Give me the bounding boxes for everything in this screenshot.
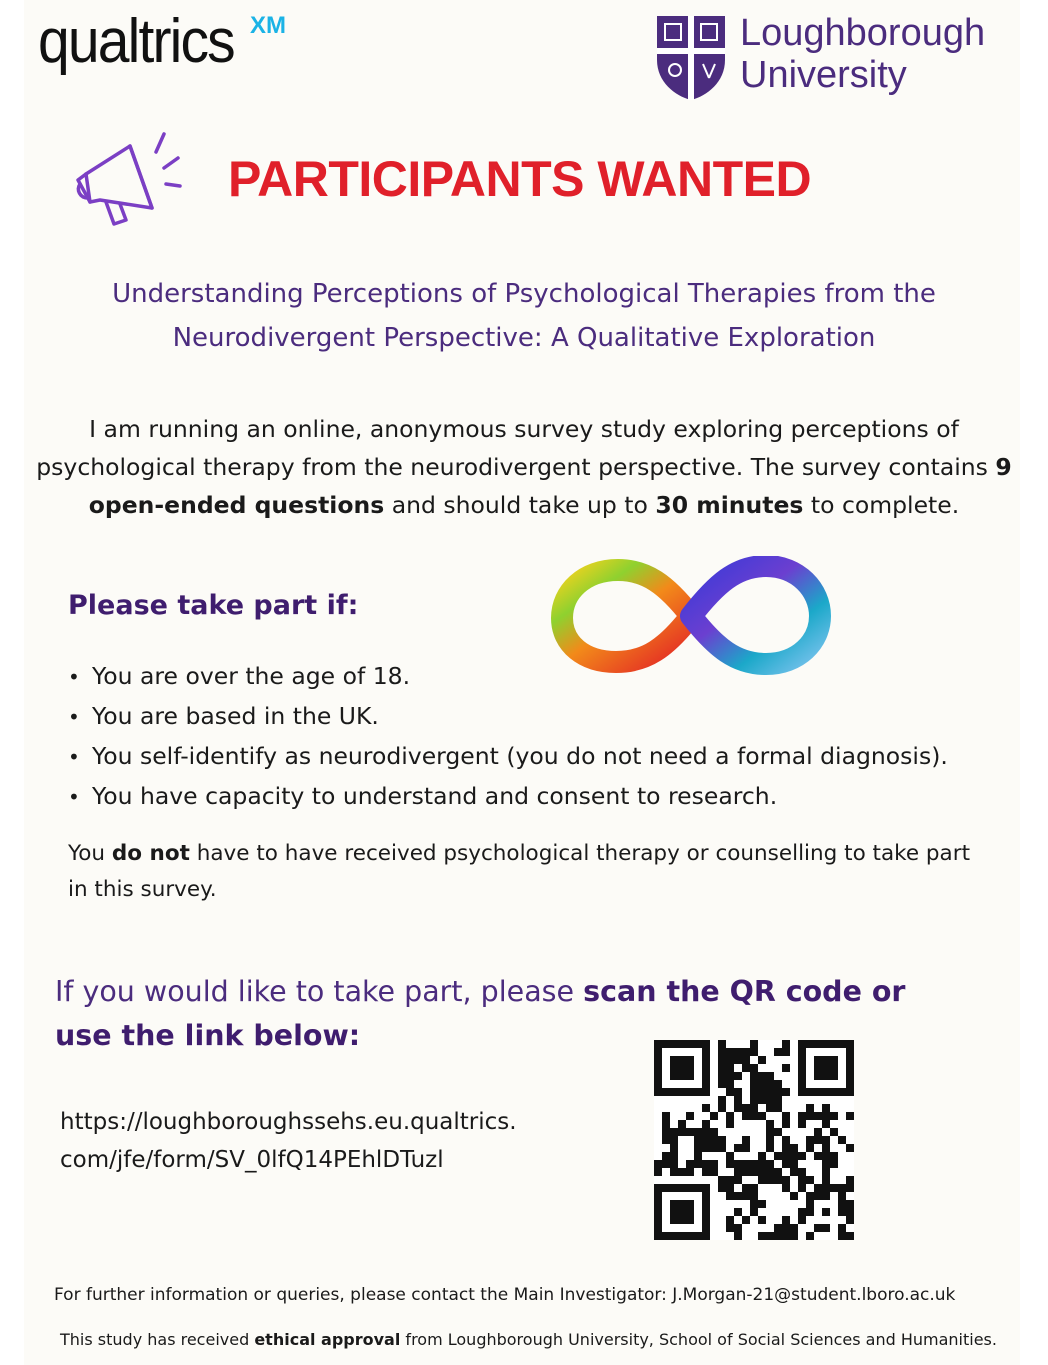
contact-info: For further information or queries, please contact the Main Investigator: J.Morgan-21@student.lboro.ac.uk — [54, 1285, 956, 1305]
qualtrics-logo: qualtrics — [38, 7, 234, 76]
megaphone-icon — [70, 128, 185, 233]
eligibility-heading: Please take part if: — [68, 590, 359, 621]
ethics-statement: This study has received ethical approval from Loughborough University, School of Social Sciences and Humanities. — [60, 1330, 997, 1349]
intro-paragraph: I am running an online, anonymous survey study exploring perceptions of psychological therapy from the neurodivergent perspective. The survey contains 9 open-ended questions and should take up to 30 minutes to complete. — [36, 415, 1012, 519]
eligibility-list — [68, 656, 1008, 816]
list-item: • You are based in the UK. — [68, 702, 379, 730]
list-item: • You have capacity to understand and consent to research. — [68, 782, 778, 810]
qr-code[interactable] — [654, 1040, 854, 1240]
list-item: • You self-identify as neurodivergent (you do not need a formal diagnosis). — [68, 742, 948, 770]
list-item: • You are over the age of 18. — [68, 662, 411, 690]
qualtrics-xm-mark: XM — [250, 12, 286, 39]
survey-link[interactable]: https://loughboroughssehs.eu.qualtrics. com/jfe/form/SV_0lfQ14PEhlDTuzl — [60, 1109, 517, 1173]
university-name: Loughborough University — [740, 12, 986, 96]
university-shield-logo — [655, 14, 727, 102]
headline: PARTICIPANTS WANTED — [228, 151, 812, 207]
study-title: Understanding Perceptions of Psychological Therapies from the Neurodivergent Perspective: A Qualitative Exploration — [112, 279, 936, 353]
call-to-action: If you would like to take part, please scan the QR code or use the link below: — [55, 975, 906, 1052]
note-paragraph: You do not have to have received psychological therapy or counselling to take part in this survey. — [68, 841, 971, 902]
